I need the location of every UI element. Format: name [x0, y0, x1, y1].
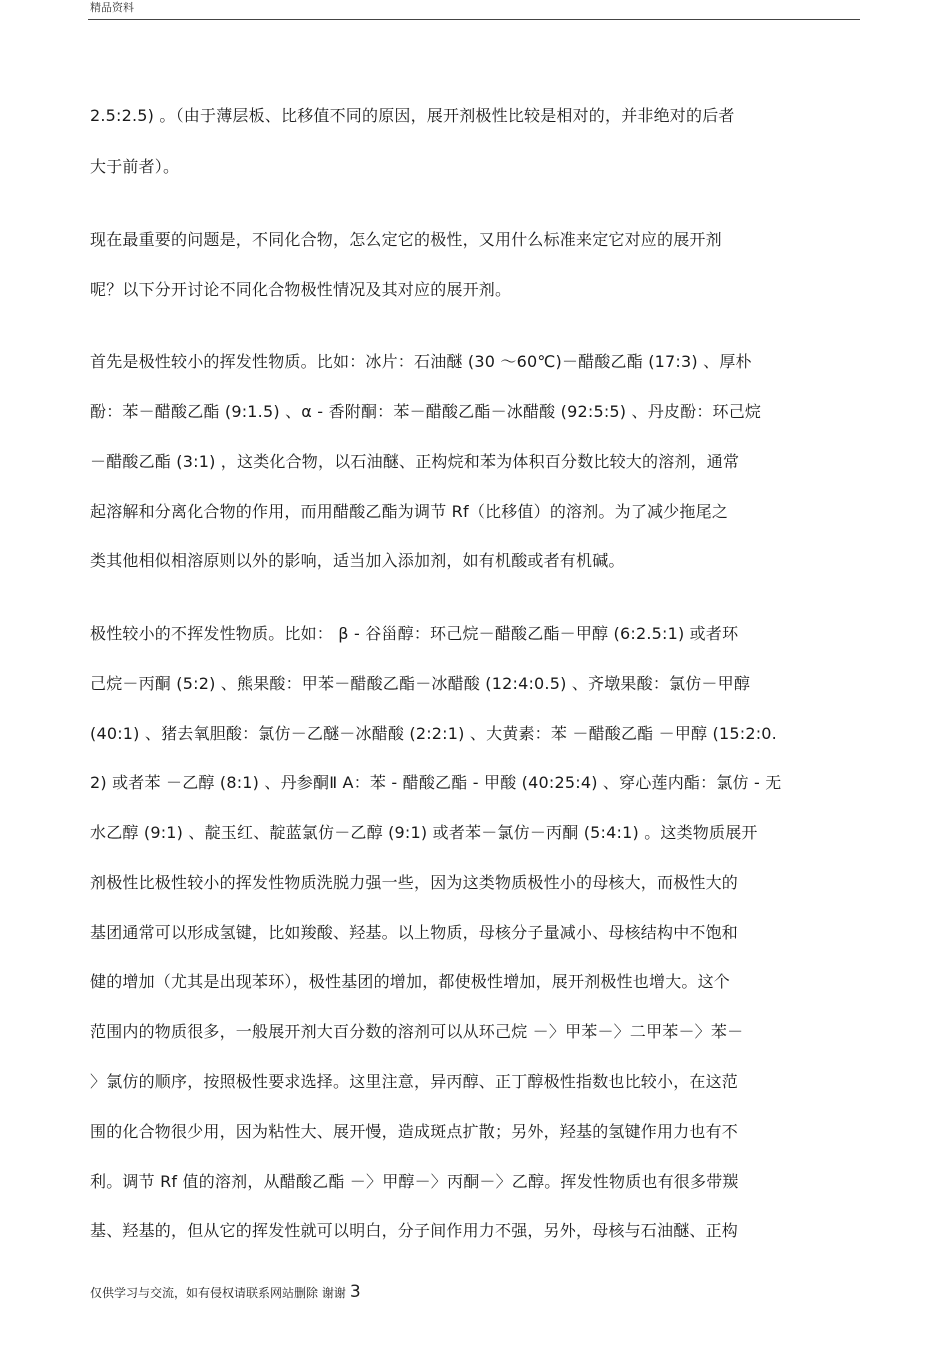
text-line: 基、羟基的，但从它的挥发性就可以明白，分子间作用力不强，另外，母核与石油醚、正构	[90, 1221, 739, 1240]
text-line: 首先是极性较小的挥发性物质。比如：冰片：石油醚 (30 ～60℃)－醋酸乙酯 (17:3) 、厚朴	[90, 352, 752, 371]
header-divider	[88, 19, 860, 20]
text-line: 2.5:2.5) 。（由于薄层板、比移值不同的原因，展开剂极性比较是相对的，并非绝对的后者	[90, 106, 735, 125]
text-line: 己烷－丙酮 (5:2) 、熊果酸：甲苯－醋酸乙酯－冰醋酸 (12:4:0.5) 、齐墩果酸：氯仿－甲醇	[90, 674, 751, 693]
text-line: 范围内的物质很多，一般展开剂大百分数的溶剂可以从环己烷 －〉甲苯－〉二甲苯－〉苯－	[90, 1022, 744, 1041]
footer-text: 仅供学习与交流，如有侵权请联系网站删除 谢谢	[90, 1286, 346, 1300]
text-line: 围的化合物很少用，因为粘性大、展开慢，造成斑点扩散；另外，羟基的氢键作用力也有不	[90, 1122, 739, 1141]
text-line: 健的增加（尤其是出现苯环），极性基团的增加，都使极性增加，展开剂极性也增大。这个	[90, 972, 731, 991]
text-line: －醋酸乙酯 (3:1) ，这类化合物，以石油醚、正构烷和苯为体积百分数比较大的溶剂，通常	[90, 452, 740, 471]
text-line: 大于前者）。	[90, 157, 180, 176]
page-footer	[90, 1283, 361, 1302]
text-line: 基团通常可以形成氢键，比如羧酸、羟基。以上物质，母核分子量减小、母核结构中不饱和	[90, 923, 739, 942]
text-line: 利。调节 Rf 值的溶剂，从醋酸乙酯 －〉甲醇－〉丙酮－〉乙醇。挥发性物质也有很多带羰	[90, 1172, 739, 1191]
text-line: 〉氯仿的顺序，按照极性要求选择。这里注意，异丙醇、正丁醇极性指数也比较小，在这范	[90, 1072, 739, 1091]
text-line: 类其他相似相溶原则以外的影响，适当加入添加剂，如有机酸或者有机碱。	[90, 551, 625, 570]
text-line: 现在最重要的问题是，不同化合物，怎么定它的极性，又用什么标准来定它对应的展开剂	[90, 230, 722, 249]
page-number: 3	[349, 1282, 361, 1302]
text-line: 起溶解和分离化合物的作用，而用醋酸乙酯为调节 Rf（比移值）的溶剂。为了减少拖尾之	[90, 502, 729, 521]
text-line: 水乙醇 (9:1) 、靛玉红、靛蓝氯仿－乙醇 (9:1) 或者苯－氯仿－丙酮 (5:4:1) 。这类物质展开	[90, 823, 758, 842]
text-line: 酚：苯－醋酸乙酯 (9:1.5) 、α - 香附酮：苯－醋酸乙酯－冰醋酸 (92:5:5) 、丹皮酚：环己烷	[90, 402, 762, 421]
page-header-label: 精品资料	[90, 1, 134, 14]
text-line: 极性较小的不挥发性物质。比如： β - 谷甾醇：环己烷－醋酸乙酯－甲醇 (6:2.5:1) 或者环	[90, 624, 739, 643]
text-line: 剂极性比极性较小的挥发性物质洗脱力强一些，因为这类物质极性小的母核大，而极性大的	[90, 873, 739, 892]
text-line: 2) 或者苯 －乙醇 (8:1) 、丹参酮Ⅱ A：苯 - 醋酸乙酯 - 甲酸 (40:25:4) 、穿心莲内酯：氯仿 - 无	[90, 773, 782, 792]
text-line: 呢？以下分开讨论不同化合物极性情况及其对应的展开剂。	[90, 280, 512, 299]
text-line: (40:1) 、猪去氧胆酸：氯仿－乙醚－冰醋酸 (2:2:1) 、大黄素：苯 －醋酸乙酯 －甲醇 (15:2:0.	[90, 724, 777, 743]
